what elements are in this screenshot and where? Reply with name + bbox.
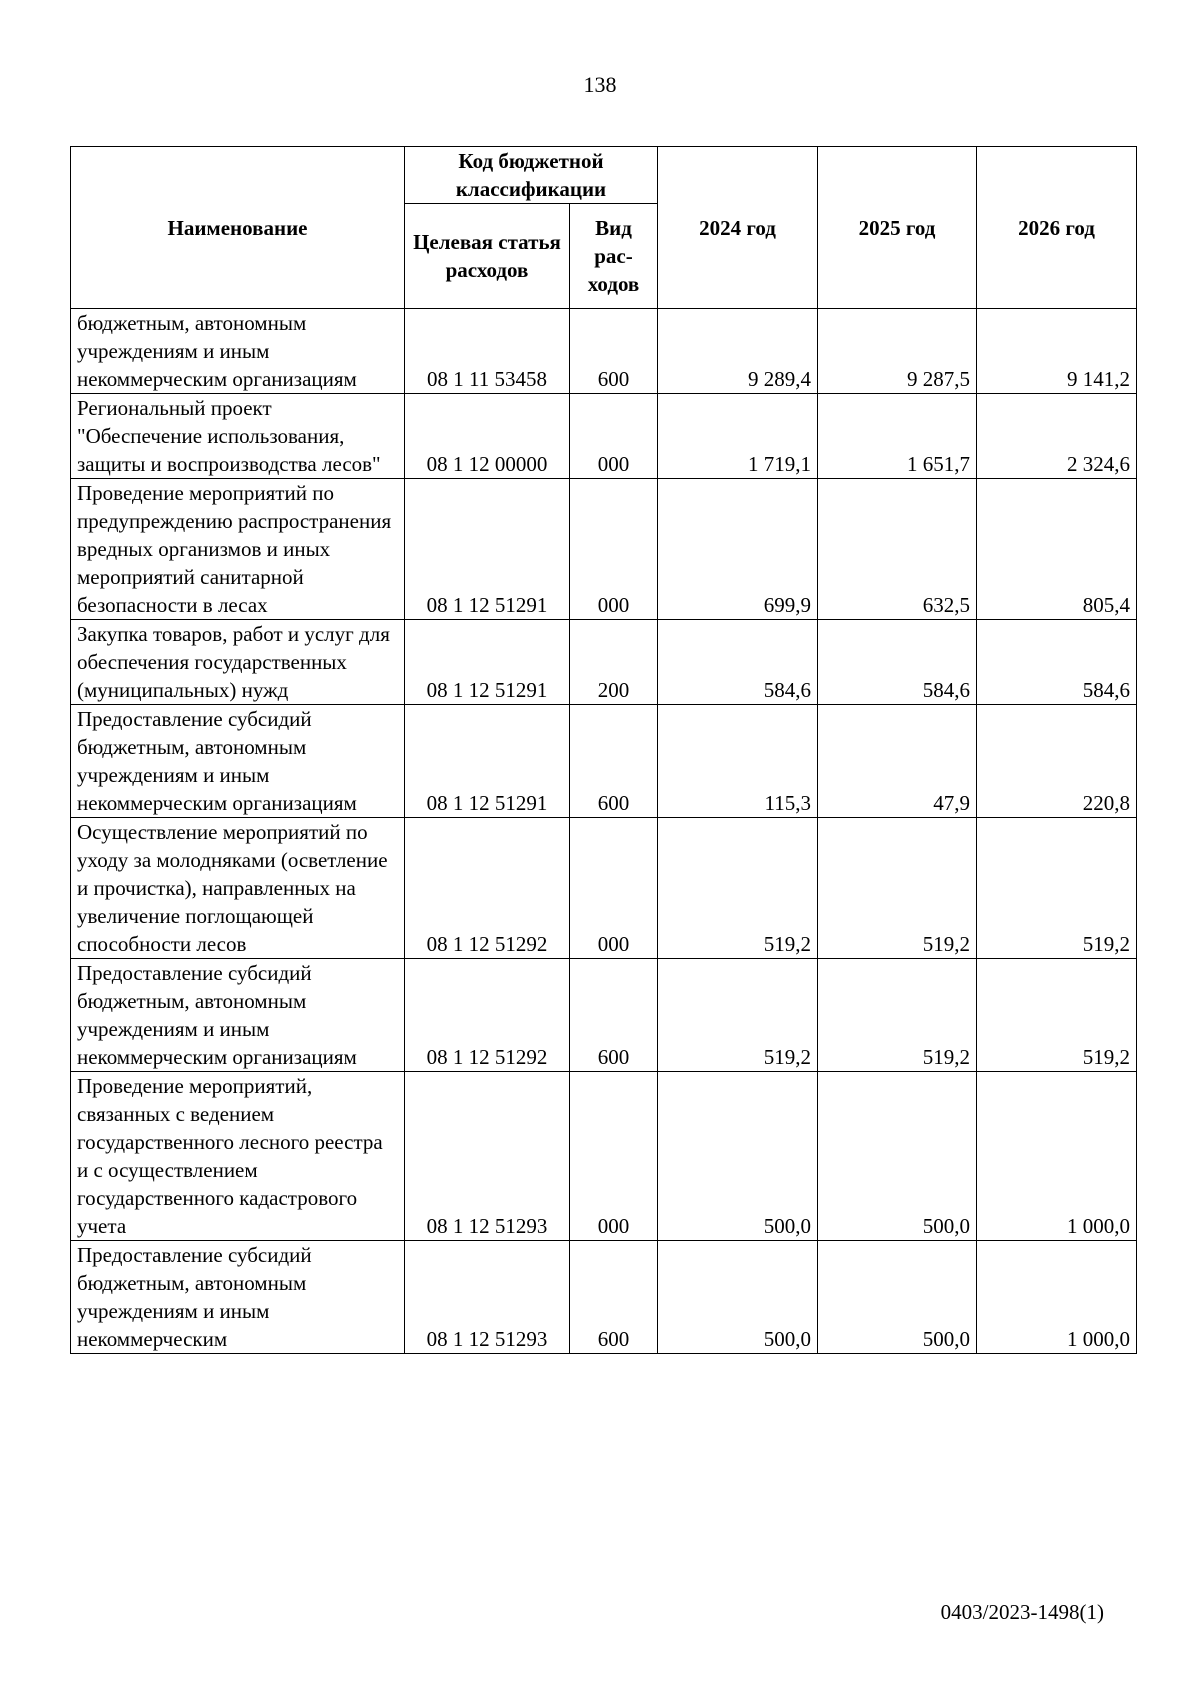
cell-target-article: 08 1 12 51292 xyxy=(405,818,570,959)
page-number: 138 xyxy=(583,72,617,97)
cell-2025: 1 651,7 xyxy=(818,394,977,479)
table-row xyxy=(71,959,1137,1072)
cell-2026: 1 000,0 xyxy=(977,1241,1137,1354)
cell-target-article: 08 1 12 51293 xyxy=(405,1072,570,1241)
cell-2025: 500,0 xyxy=(818,1241,977,1354)
document-id: 0403/2023-1498(1) xyxy=(940,1600,1104,1624)
cell-2025: 519,2 xyxy=(818,818,977,959)
cell-target-article: 08 1 12 51291 xyxy=(405,620,570,705)
cell-2026: 805,4 xyxy=(977,479,1137,620)
table-row xyxy=(71,705,1137,818)
table-row xyxy=(71,818,1137,959)
cell-name: Региональный проект "Обеспечение использования, защиты и воспроизводства лесов" xyxy=(71,394,405,479)
table-row xyxy=(71,309,1137,394)
cell-target-article: 08 1 12 51292 xyxy=(405,959,570,1072)
header-2026: 2026 год xyxy=(977,147,1137,309)
cell-name: Проведение мероприятий по предупреждению распространения вредных организмов и иных мероприятий санитарной безопасности в лесах xyxy=(71,479,405,620)
table-body xyxy=(71,309,1137,1354)
cell-2024: 500,0 xyxy=(658,1241,818,1354)
cell-expense-type: 600 xyxy=(570,959,658,1072)
cell-2024: 699,9 xyxy=(658,479,818,620)
cell-2024: 9 289,4 xyxy=(658,309,818,394)
cell-2024: 1 719,1 xyxy=(658,394,818,479)
cell-2025: 519,2 xyxy=(818,959,977,1072)
cell-expense-type: 000 xyxy=(570,818,658,959)
cell-expense-type: 600 xyxy=(570,309,658,394)
table-row xyxy=(71,620,1137,705)
table-row xyxy=(71,1241,1137,1354)
table-row xyxy=(71,394,1137,479)
header-2024: 2024 год xyxy=(658,147,818,309)
cell-expense-type: 000 xyxy=(570,479,658,620)
table-row xyxy=(71,479,1137,620)
cell-target-article: 08 1 12 00000 xyxy=(405,394,570,479)
header-expense-type: Вид рас-ходов xyxy=(570,204,658,309)
cell-2024: 519,2 xyxy=(658,818,818,959)
cell-2024: 519,2 xyxy=(658,959,818,1072)
cell-name: Осуществление мероприятий по уходу за молодняками (осветление и прочистка), направленных на увеличение поглощающей способности лесов xyxy=(71,818,405,959)
cell-2024: 500,0 xyxy=(658,1072,818,1241)
budget-table xyxy=(70,146,1137,1354)
cell-name: Предоставление субсидий бюджетным, автономным учреждениям и иным некоммерческим организациям xyxy=(71,705,405,818)
cell-target-article: 08 1 12 51291 xyxy=(405,705,570,818)
cell-2026: 220,8 xyxy=(977,705,1137,818)
table-row xyxy=(71,1072,1137,1241)
cell-2025: 632,5 xyxy=(818,479,977,620)
cell-2025: 9 287,5 xyxy=(818,309,977,394)
cell-2026: 2 324,6 xyxy=(977,394,1137,479)
cell-2024: 584,6 xyxy=(658,620,818,705)
cell-expense-type: 000 xyxy=(570,1072,658,1241)
cell-target-article: 08 1 11 53458 xyxy=(405,309,570,394)
cell-target-article: 08 1 12 51291 xyxy=(405,479,570,620)
cell-target-article: 08 1 12 51293 xyxy=(405,1241,570,1354)
cell-expense-type: 000 xyxy=(570,394,658,479)
cell-2026: 9 141,2 xyxy=(977,309,1137,394)
cell-expense-type: 600 xyxy=(570,1241,658,1354)
cell-2025: 500,0 xyxy=(818,1072,977,1241)
header-2025: 2025 год xyxy=(818,147,977,309)
table-header xyxy=(71,147,1137,309)
header-name: Наименование xyxy=(71,147,405,309)
header-classification: Код бюджетной классификации xyxy=(405,147,658,204)
cell-name: Проведение мероприятий, связанных с ведением государственного лесного реестра и с осуществлением государственного кадастрового учета xyxy=(71,1072,405,1241)
cell-name: бюджетным, автономным учреждениям и иным некоммерческим организациям xyxy=(71,309,405,394)
cell-name: Предоставление субсидий бюджетным, автономным учреждениям и иным некоммерческим xyxy=(71,1241,405,1354)
cell-name: Закупка товаров, работ и услуг для обеспечения государственных (муниципальных) нужд xyxy=(71,620,405,705)
cell-2025: 584,6 xyxy=(818,620,977,705)
cell-expense-type: 600 xyxy=(570,705,658,818)
cell-expense-type: 200 xyxy=(570,620,658,705)
cell-2025: 47,9 xyxy=(818,705,977,818)
cell-2026: 584,6 xyxy=(977,620,1137,705)
cell-name: Предоставление субсидий бюджетным, автономным учреждениям и иным некоммерческим организациям xyxy=(71,959,405,1072)
cell-2024: 115,3 xyxy=(658,705,818,818)
cell-2026: 519,2 xyxy=(977,959,1137,1072)
cell-2026: 519,2 xyxy=(977,818,1137,959)
header-target-article: Целевая статья расходов xyxy=(405,204,570,309)
cell-2026: 1 000,0 xyxy=(977,1072,1137,1241)
